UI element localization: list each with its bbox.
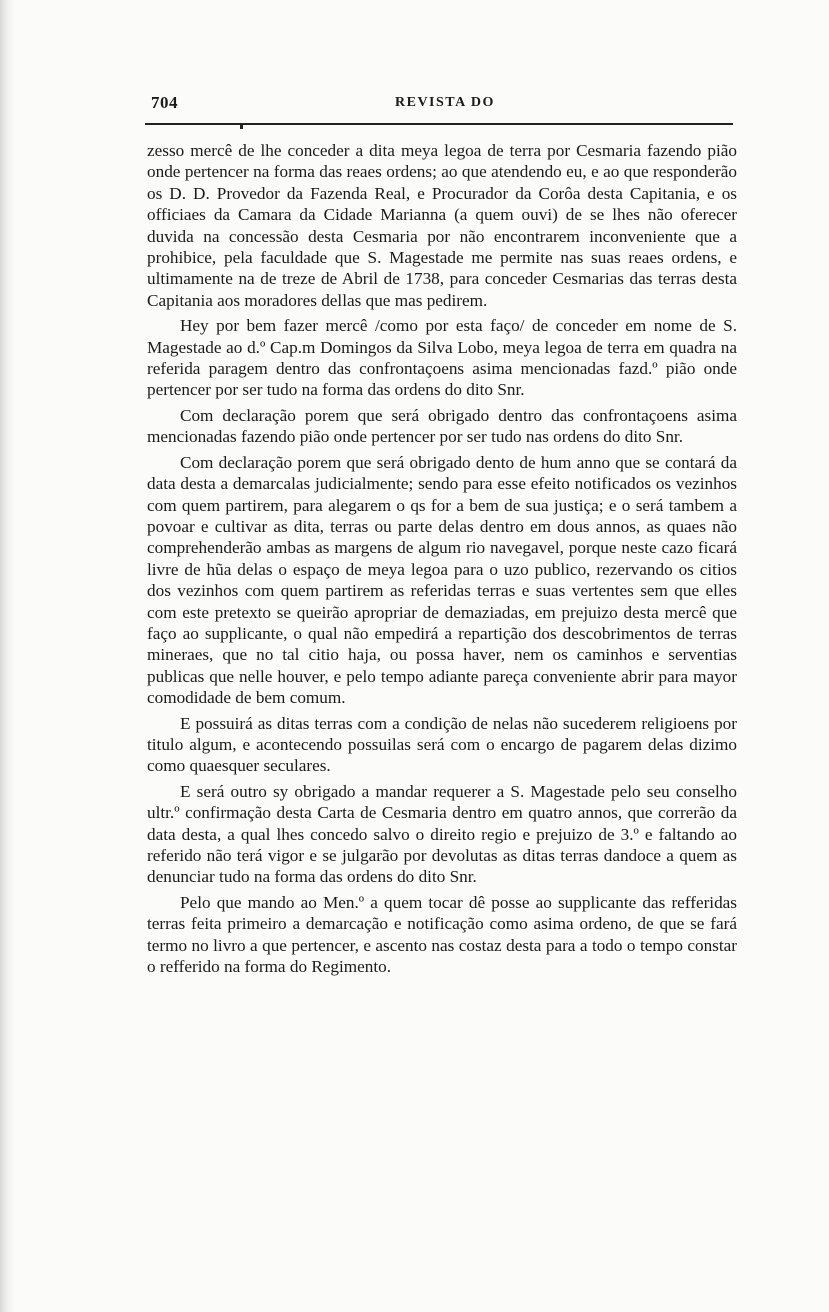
header-rule	[145, 123, 733, 125]
body-text	[147, 140, 737, 981]
paragraph-5: E possuirá as ditas terras com a condição de nelas não sucederem religioens por titulo algum, e acontecendo possuilas será com o encargo de pagarem delas dizimo como quaesquer seculares.	[147, 713, 737, 776]
paragraph-6: E será outro sy obrigado a mandar requerer a S. Magestade pelo seu conselho ultr.º confirmação desta Carta de Cesmaria dentro em quatro annos, que correrão da data desta, a qual lhes concedo salvo o direito regio e prejuizo de 3.º e faltando ao referido não terá vigor e se julgarão por devolutas as ditas terras dandoce a quem as denunciar tudo na forma das ordens do dito Snr.	[147, 781, 737, 887]
page-number: 704	[151, 93, 178, 112]
paragraph-7: Pelo que mando ao Men.º a quem tocar dê posse ao supplicante das refferidas terras feita primeiro a demarcação e notificação como asima ordeno, de que se fará termo no livro a que pertencer, e ascento nas costaz desta para a todo o tempo constar o refferido na forma do Regimento.	[147, 892, 737, 977]
paragraph-1: zesso mercê de lhe conceder a dita meya legoa de terra por Cesmaria fazendo pião onde pertencer na forma das reaes ordens; ao que atendendo eu, e ao que responderão os D. D. Provedor da Fazenda Real, e Procurador da Corôa desta Capitania, e os officiaes da Camara da Cidade Marianna (a quem ouvi) de se lhes não oferecer duvida na concessão desta Cesmaria por não encontrarem inconveniente que a prohibice, pela faculdade que S. Magestade me permite nas suas reaes ordens, e ultimamente na de treze de Abril de 1738, para conceder Cesmarias das terras desta Capitania aos moradores dellas que mas pedirem.	[147, 141, 737, 310]
paragraph-3: Com declaração porem que será obrigado dentro das confrontaçoens asima mencionadas fazendo pião onde pertencer por ser tudo nas ordens do dito Snr.	[147, 405, 737, 447]
page-header	[145, 93, 735, 121]
paragraph-4: Com declaração porem que será obrigado dento de hum anno que se contará da data desta a demarcalas judicialmente; sendo para esse efeito notificados os vezinhos com quem partirem, para alegarem o qs for a bem de sua justiça; e o será tambem a povoar e cultivar as dita, terras ou parte delas dentro em dous annos, as quaes não comprehenderão ambas as margens de algum rio navegavel, porque neste cazo ficará livre de hũa delas o espaço de meya legoa para o uzo publico, rezervando os citios dos vezinhos com quem partirem as referidas terras e suas vertentes sem que elles com este pretexto se queirão apropriar de demaziadas, em prejuizo desta mercê que faço ao supplicante, o qual não empedirá a repartição dos descobrimentos de terras mineraes, que no tal citio haja, ou possa haver, nem os caminhos e serventias publicas que nelle houver, e pelo tempo adiante pareça conveniente abrir para mayor comodidade de bem comum.	[147, 452, 737, 708]
page-binding-edge	[0, 0, 14, 1312]
header-rule-mark	[240, 123, 243, 129]
paragraph-2: Hey por bem fazer mercê /como por esta faço/ de conceder em nome de S. Magestade ao d.º Cap.m Domingos da Silva Lobo, meya legoa de terra em quadra na referida paragem dentro das confrontaçoens asima mencionadas fazd.º pião onde pertencer por ser tudo na forma das ordens do dito Snr.	[147, 316, 737, 400]
running-title: REVISTA DO	[395, 95, 495, 110]
